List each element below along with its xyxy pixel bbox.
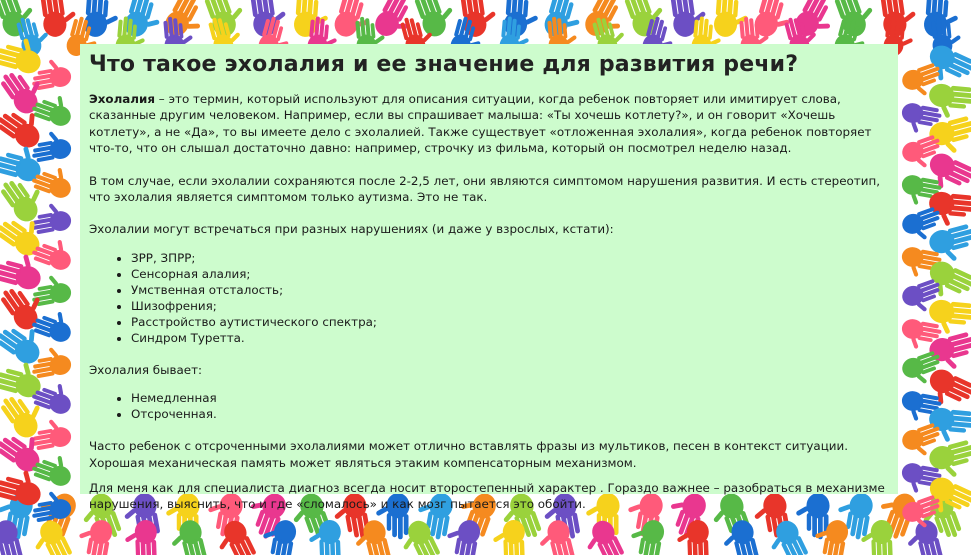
intro-paragraph	[89, 91, 888, 157]
list-item: • Расстройство аутистического спектра;	[131, 314, 888, 330]
hand-print-icon	[30, 304, 77, 345]
intro-text: – это термин, который используют для описания ситуации, когда ребенок повторяет или имитирует слова, сказанные другим человеком. Например, если вы спрашивает малыша: «Ты хочешь котлету?», и он говорит «Хочешь котлету», а не «Да», то вы имеете дело с эхолалией. Также существует «отложенная эхолалия», когда ребенок повторяет что-то, что он слышал достаточно давно: например, строчку из фильма, который он посмотрел неделю назад.	[89, 92, 872, 156]
list-item: • ЗРР, ЗПРР;	[131, 250, 888, 266]
paragraph-specialist: Для меня как для специалиста диагноз всегда носит второстепенный характер . Гораздо важнее – разобраться в механизме нарушения, выяснить, что и где «сломалось» и как мозг пытается это обойти.	[89, 481, 885, 512]
paragraph-age-symptom: В том случае, если эхолалии сохраняются после 2-2,5 лет, они являются симптомом нарушения развития. И есть стереотип, что эхолалия является симптомом только аутизма. Это не так.	[89, 173, 881, 205]
hand-print-icon	[124, 520, 158, 555]
list-item: • Синдром Туретта.	[131, 330, 888, 346]
paragraph-compensation: Часто ребенок с отсроченными эхолалиями может отлично вставлять фразы из мультиков, песен в контекст ситуации. Хорошая механическая память может являться этаким компенсаторным механизмом.	[89, 439, 849, 470]
list-item: • Отсроченная.	[131, 406, 888, 422]
article-panel	[80, 44, 898, 512]
hand-print-icon	[579, 517, 628, 555]
types-list	[89, 390, 888, 422]
term-echolalia: Эхолалия	[89, 92, 155, 106]
hand-print-icon	[202, 0, 250, 40]
hand-print-icon	[676, 520, 710, 555]
hand-print-icon	[167, 518, 209, 555]
hand-print-icon	[719, 518, 761, 555]
paragraph-disorders-intro: Эхолалии могут встречаться при разных нарушениях (и даже у взрослых, кстати):	[89, 222, 614, 237]
page-title: Что такое эхолалия и ее значение для развития речи?	[89, 52, 799, 77]
list-item: • Шизофрения;	[131, 298, 888, 314]
list-item: • Умственная отсталость;	[131, 282, 888, 298]
types-heading: Эхолалия бывает:	[89, 362, 203, 377]
hand-print-icon	[492, 520, 526, 555]
hand-print-icon	[30, 88, 77, 129]
list-item: • Немедленная	[131, 390, 888, 406]
list-item: • Сенсорная алалия;	[131, 266, 888, 282]
disorders-list	[89, 250, 888, 346]
